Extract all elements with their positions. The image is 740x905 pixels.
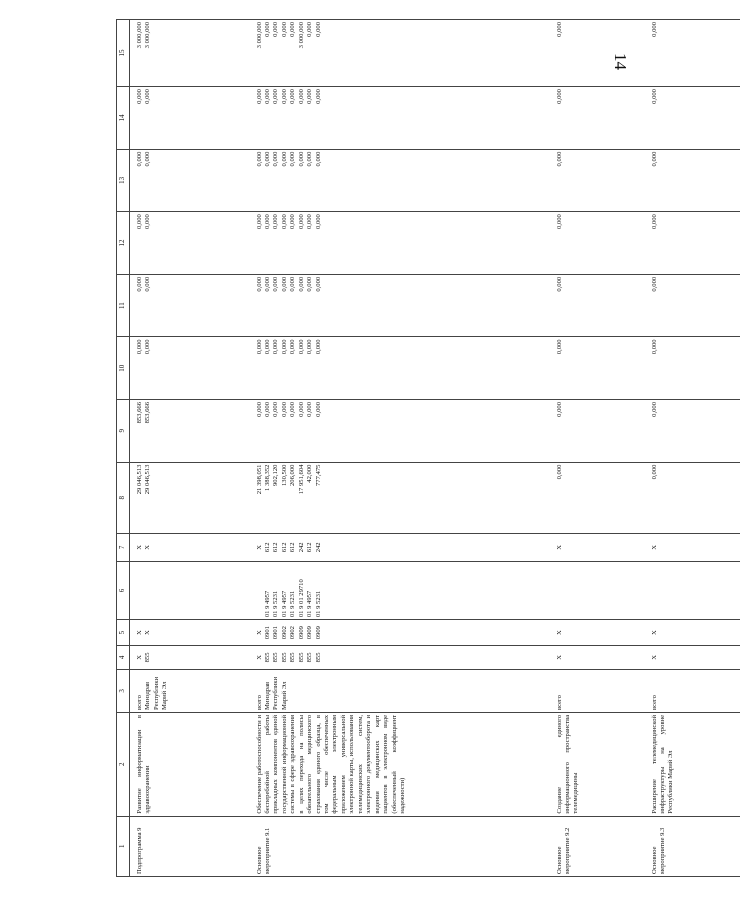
cell-line: 612 xyxy=(272,542,280,553)
cell-line: 206,000 xyxy=(289,464,297,487)
cell-line: X xyxy=(555,655,563,660)
table-cell-c15 xyxy=(250,20,550,87)
cell-line: всего xyxy=(555,695,563,710)
cell-line: 0,000 xyxy=(306,151,314,167)
cell-line: 0,000 xyxy=(255,89,263,104)
cell-line: 29 046,513 xyxy=(144,464,152,495)
cell-line: 0,000 xyxy=(144,276,152,292)
table-cell-c6 xyxy=(130,561,250,619)
column-number: 11 xyxy=(117,274,130,337)
cell-line: 01 9 01 29710 xyxy=(297,579,305,618)
cell-line: 0,000 xyxy=(314,276,322,292)
cell-line: 0,000 xyxy=(255,401,263,417)
table-cell-c5 xyxy=(250,620,550,646)
table-cell-c13 xyxy=(130,149,250,212)
row-description: Развитие информатизации в здравоохранении xyxy=(136,714,152,814)
row-label: Подпрограмма 9 xyxy=(136,827,143,874)
cell-line: X xyxy=(555,544,563,550)
cell-line: 612 xyxy=(263,542,271,553)
table-cell-c7 xyxy=(645,533,740,561)
cell-line: 0,000 xyxy=(297,214,305,230)
table-cell-c7 xyxy=(550,533,645,561)
cell-line: 0,000 xyxy=(280,89,288,104)
table-cell-c4 xyxy=(130,646,250,670)
column-number: 8 xyxy=(117,462,130,533)
table-cell-c2 xyxy=(645,712,740,816)
row-label: Основное мероприятие 9.1 xyxy=(255,827,271,874)
cell-line: X xyxy=(136,630,143,635)
cell-line: 0,000 xyxy=(555,22,563,37)
cell-line: 0,000 xyxy=(314,22,322,37)
cell-line: 855 xyxy=(272,652,280,663)
table-row xyxy=(130,20,250,877)
cell-line: 01 9 5231 xyxy=(314,590,322,618)
table-cell-c9 xyxy=(550,399,645,462)
column-number: 5 xyxy=(117,620,130,646)
table-row xyxy=(250,20,550,877)
cell-line: 0,000 xyxy=(272,89,280,104)
cell-line: 242 xyxy=(314,542,322,553)
row-description: Расширение телемедицинской инфраструктуры на уровне Республики Марий Эл xyxy=(650,714,675,814)
cell-line: 0,000 xyxy=(650,214,658,230)
cell-line: 29 046,513 xyxy=(136,464,143,495)
column-number: 15 xyxy=(117,20,130,87)
cell-line: 0,000 xyxy=(297,89,305,104)
cell-line: 0,000 xyxy=(297,276,305,292)
cell-line: всего xyxy=(650,695,658,710)
cell-line: 853,666 xyxy=(144,401,152,424)
cell-line: 0,000 xyxy=(263,401,271,417)
cell-line: 0,000 xyxy=(297,401,305,417)
cell-line: 0,000 xyxy=(272,401,280,417)
cell-line: 0,000 xyxy=(263,339,271,355)
cell-line: 0902 xyxy=(289,626,297,640)
cell-line: 0,000 xyxy=(650,401,658,417)
cell-line: 42,000 xyxy=(306,464,314,483)
cell-line: 0,000 xyxy=(306,22,314,37)
cell-line: 130,500 xyxy=(280,464,288,487)
cell-line: 3 000,000 xyxy=(144,22,152,49)
table-cell-c3 xyxy=(645,669,740,712)
cell-line: 0,000 xyxy=(650,22,658,37)
cell-line: 0,000 xyxy=(272,214,280,230)
cell-line: X xyxy=(255,630,263,635)
cell-line: 0,000 xyxy=(255,339,263,355)
cell-line: 0902 xyxy=(280,626,288,640)
cell-line: 0,000 xyxy=(263,276,271,292)
cell-line: 0,000 xyxy=(306,276,314,292)
table-cell-c3 xyxy=(550,669,645,712)
table-cell-c11 xyxy=(550,274,645,337)
table-cell-c6 xyxy=(250,561,550,619)
cell-line: 0,000 xyxy=(555,214,563,230)
cell-line: X xyxy=(650,655,658,660)
cell-line: 01 9 5231 xyxy=(272,590,280,618)
cell-line: 0,000 xyxy=(136,89,143,104)
table-cell-c3 xyxy=(250,669,550,712)
row-label: Основное мероприятие 9.2 xyxy=(555,827,571,874)
table-cell-c4 xyxy=(645,646,740,670)
cell-line: 0,000 xyxy=(144,214,152,230)
table-cell-c5 xyxy=(130,620,250,646)
cell-line: 0,000 xyxy=(144,89,152,104)
cell-line: 0,000 xyxy=(555,276,563,292)
table-cell-c1 xyxy=(645,816,740,876)
cell-line: 0,000 xyxy=(263,214,271,230)
table-cell-c12 xyxy=(645,212,740,275)
row-description: Создание единого информационного пространства телемедицины xyxy=(555,714,580,814)
cell-line: 0,000 xyxy=(280,22,288,37)
column-number: 10 xyxy=(117,337,130,400)
table-cell-c14 xyxy=(130,87,250,150)
table-cell-c9 xyxy=(645,399,740,462)
cell-line: 0,000 xyxy=(650,464,658,480)
cell-line: 855 xyxy=(144,652,152,663)
table-cell-c8 xyxy=(250,462,550,533)
cell-line: всего xyxy=(255,695,263,710)
column-number: 4 xyxy=(117,646,130,670)
cell-line: 0,000 xyxy=(555,401,563,417)
cell-line: 0,000 xyxy=(280,151,288,167)
cell-line: 855 xyxy=(263,652,271,663)
column-number: 7 xyxy=(117,533,130,561)
table-cell-c4 xyxy=(550,646,645,670)
cell-line: 0,000 xyxy=(306,401,314,417)
cell-line: 0901 xyxy=(263,626,271,640)
cell-line: 855 xyxy=(297,652,305,663)
cell-line: 0909 xyxy=(314,626,322,640)
cell-line: 855 xyxy=(314,652,322,663)
cell-line: 777,475 xyxy=(314,464,322,487)
cell-line: 0,000 xyxy=(255,276,263,292)
cell-line: 0,000 xyxy=(263,151,271,167)
table-cell-c7 xyxy=(130,533,250,561)
cell-line: 0,000 xyxy=(314,214,322,230)
cell-line: 0,000 xyxy=(314,339,322,355)
table-cell-c12 xyxy=(250,212,550,275)
column-number: 12 xyxy=(117,212,130,275)
cell-line: 0,000 xyxy=(297,339,305,355)
table-cell-c1 xyxy=(250,816,550,876)
table-cell-c12 xyxy=(550,212,645,275)
table-cell-c6 xyxy=(550,561,645,619)
table-cell-c11 xyxy=(250,274,550,337)
cell-line: 0,000 xyxy=(555,151,563,167)
table-cell-c8 xyxy=(130,462,250,533)
table-cell-c4 xyxy=(250,646,550,670)
cell-line: 242 xyxy=(297,542,305,553)
table-cell-c2 xyxy=(130,712,250,816)
cell-line: 1 388,352 xyxy=(263,464,271,491)
cell-line: 0,000 xyxy=(555,339,563,355)
table-cell-c13 xyxy=(645,149,740,212)
table-cell-c15 xyxy=(550,20,645,87)
cell-line: 0,000 xyxy=(136,276,143,292)
row-description: Обеспечение работоспособности и бесперебойной работы прикладных компонентов единой государственной информационной системы в сфере здравоохранения в целях перехода на полисы обязательного медицинского страхования единого образца, в том числе обеспеченных федеральным электронным приложением универсальной электронной карты, использования телемедицинских систем, электронного документооборота и ведения медицинских карт пациентов в электронном виде (обеспеченный коэффициент надежности) xyxy=(255,714,406,814)
cell-line: 0,000 xyxy=(289,339,297,355)
budget-table xyxy=(116,19,740,877)
table-cell-c1 xyxy=(130,816,250,876)
cell-line: 0,000 xyxy=(272,151,280,167)
cell-line: 0,000 xyxy=(555,464,563,480)
cell-line: 0,000 xyxy=(650,89,658,104)
table-cell-c10 xyxy=(550,337,645,400)
column-number: 3 xyxy=(117,669,130,712)
cell-line: 0,000 xyxy=(280,214,288,230)
cell-line: 01 9 4957 xyxy=(306,590,314,618)
cell-line: 0,000 xyxy=(272,339,280,355)
cell-line: Минздрав Республики Марий Эл xyxy=(144,676,169,710)
cell-line: 0,000 xyxy=(289,89,297,104)
column-number: 14 xyxy=(117,87,130,150)
table-cell-c9 xyxy=(130,399,250,462)
cell-line: 0,000 xyxy=(306,339,314,355)
cell-line: 0,000 xyxy=(144,151,152,167)
cell-line: 0,000 xyxy=(289,214,297,230)
cell-line xyxy=(256,564,264,617)
column-number: 13 xyxy=(117,149,130,212)
table-cell-c5 xyxy=(550,620,645,646)
table-cell-c8 xyxy=(550,462,645,533)
cell-line: 0,000 xyxy=(650,151,658,167)
table-cell-c3 xyxy=(130,669,250,712)
table-cell-c14 xyxy=(645,87,740,150)
cell-line: X xyxy=(136,544,143,550)
table-cell-c13 xyxy=(550,149,645,212)
cell-line: 0,000 xyxy=(306,214,314,230)
table-cell-c2 xyxy=(250,712,550,816)
cell-line: 0909 xyxy=(297,626,305,640)
table-cell-c10 xyxy=(250,337,550,400)
cell-line: 01 9 4957 xyxy=(263,590,271,618)
table-cell-c6 xyxy=(645,561,740,619)
cell-line: 0,000 xyxy=(289,151,297,167)
cell-line: 0,000 xyxy=(314,89,322,104)
cell-line: 0,000 xyxy=(263,89,271,104)
table-cell-c14 xyxy=(550,87,645,150)
table-cell-c11 xyxy=(645,274,740,337)
cell-line: 01 9 4957 xyxy=(280,590,288,618)
table-cell-c10 xyxy=(130,337,250,400)
cell-line: 0,000 xyxy=(650,276,658,292)
cell-line: X xyxy=(136,655,143,660)
table-cell-c9 xyxy=(250,399,550,462)
cell-line: 902,120 xyxy=(272,464,280,487)
cell-line: 855 xyxy=(280,652,288,663)
column-number: 9 xyxy=(117,399,130,462)
cell-line: 0,000 xyxy=(272,22,280,37)
table-cell-c15 xyxy=(130,20,250,87)
table-row xyxy=(645,20,740,877)
cell-line: 855 xyxy=(289,652,297,663)
cell-line: X xyxy=(255,655,263,660)
cell-line: 855 xyxy=(306,652,314,663)
row-label: Основное мероприятие 9.3 xyxy=(650,827,666,874)
cell-line: X xyxy=(650,630,658,635)
column-number-row xyxy=(117,20,130,877)
cell-line: 0,000 xyxy=(289,22,297,37)
cell-line: 3 000,000 xyxy=(297,22,305,49)
table-cell-c15 xyxy=(645,20,740,87)
table-cell-c12 xyxy=(130,212,250,275)
table-cell-c7 xyxy=(250,533,550,561)
table-cell-c1 xyxy=(550,816,645,876)
table-row xyxy=(550,20,645,877)
cell-line: 612 xyxy=(289,542,297,553)
cell-line: X xyxy=(555,630,563,635)
cell-line: 0,000 xyxy=(280,276,288,292)
cell-line: 0,000 xyxy=(263,22,271,37)
cell-line: 612 xyxy=(306,542,314,553)
cell-line: всего xyxy=(136,695,143,710)
cell-line: 0,000 xyxy=(255,214,263,230)
cell-line: 0,000 xyxy=(289,401,297,417)
cell-line: 0,000 xyxy=(289,276,297,292)
table-cell-c10 xyxy=(645,337,740,400)
table-cell-c13 xyxy=(250,149,550,212)
cell-line: 853,666 xyxy=(136,401,143,424)
cell-line: 0,000 xyxy=(255,151,263,167)
cell-line: 0,000 xyxy=(280,339,288,355)
cell-line: 0,000 xyxy=(297,151,305,167)
cell-line: 0,000 xyxy=(650,339,658,355)
cell-line: Минздрав Республики Марий Эл xyxy=(263,676,288,710)
column-number: 2 xyxy=(117,712,130,816)
cell-line: 0,000 xyxy=(136,214,143,230)
cell-line: 0,000 xyxy=(136,339,143,355)
cell-line: 3 000,000 xyxy=(255,22,263,49)
cell-line: 21 398,051 xyxy=(255,464,263,495)
cell-line: 0901 xyxy=(272,626,280,640)
table-cell-c5 xyxy=(645,620,740,646)
cell-line: 0,000 xyxy=(280,401,288,417)
table-cell-c2 xyxy=(550,712,645,816)
cell-line: 0,000 xyxy=(306,89,314,104)
table-cell-c8 xyxy=(645,462,740,533)
cell-line: 0909 xyxy=(306,626,314,640)
cell-line: X xyxy=(255,544,263,550)
cell-line: 0,000 xyxy=(314,401,322,417)
cell-line: 17 951,604 xyxy=(297,464,305,495)
cell-line: 01 9 5231 xyxy=(289,590,297,618)
cell-line: 0,000 xyxy=(555,89,563,104)
column-number: 1 xyxy=(117,816,130,876)
cell-line: X xyxy=(144,630,152,635)
cell-line: 0,000 xyxy=(136,151,143,167)
cell-line: 0,000 xyxy=(144,339,152,355)
cell-line: 0,000 xyxy=(272,276,280,292)
table-body xyxy=(130,20,740,877)
cell-line: X xyxy=(144,544,152,550)
page-number: 14 xyxy=(611,53,630,70)
table-cell-c14 xyxy=(250,87,550,150)
cell-line: 0,000 xyxy=(314,151,322,167)
cell-line: 3 000,000 xyxy=(136,22,143,49)
table-cell-c11 xyxy=(130,274,250,337)
cell-line: X xyxy=(650,544,658,550)
column-number: 6 xyxy=(117,561,130,619)
cell-line: 612 xyxy=(280,542,288,553)
